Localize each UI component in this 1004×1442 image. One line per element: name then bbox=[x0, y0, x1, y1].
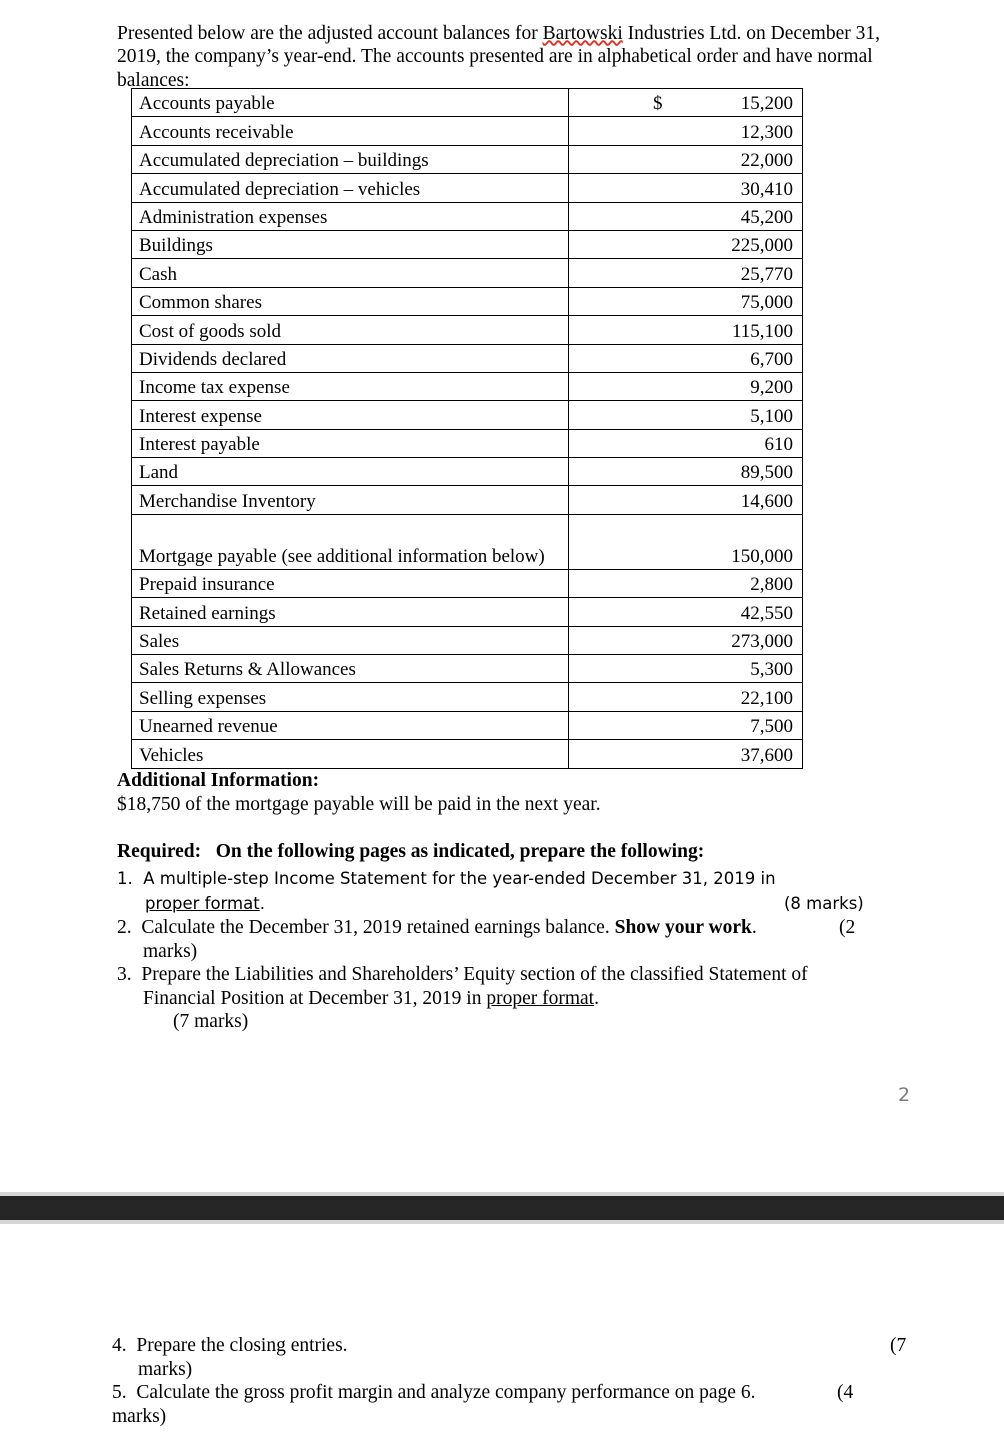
table-row bbox=[132, 626, 803, 654]
required-item-2 bbox=[117, 916, 907, 963]
amount-cell: 30,410 bbox=[569, 174, 803, 202]
account-name-cell: Unearned revenue bbox=[132, 711, 569, 739]
table-row bbox=[132, 174, 803, 202]
amount-cell: 225,000 bbox=[569, 230, 803, 258]
company-name-misspelled: Bartowski bbox=[542, 22, 623, 44]
marks-label: (2 bbox=[839, 917, 856, 938]
amount-cell: 5,100 bbox=[569, 401, 803, 429]
amount-cell: 37,600 bbox=[569, 740, 803, 768]
account-name-cell: Buildings bbox=[132, 230, 569, 258]
account-name-cell: Cost of goods sold bbox=[132, 316, 569, 344]
account-name-cell: Vehicles bbox=[132, 740, 569, 768]
item-text: Prepare the closing entries. bbox=[136, 1335, 348, 1356]
account-name-cell: Income tax expense bbox=[132, 372, 569, 400]
item-text: A multiple-step Income Statement for the year-ended December 31, 2019 in bbox=[143, 869, 776, 888]
table-row bbox=[132, 344, 803, 372]
item-number: 1. bbox=[117, 869, 133, 888]
table-row bbox=[132, 598, 803, 626]
amount-cell: 22,100 bbox=[569, 683, 803, 711]
account-name-cell: Sales bbox=[132, 626, 569, 654]
account-name-cell: Interest payable bbox=[132, 429, 569, 457]
amount-cell: 75,000 bbox=[569, 287, 803, 315]
marks-label: (7 bbox=[890, 1335, 907, 1356]
required-item-5 bbox=[112, 1381, 942, 1428]
table-row bbox=[132, 202, 803, 230]
amount-cell: 5,300 bbox=[569, 655, 803, 683]
account-name-cell: Administration expenses bbox=[132, 202, 569, 230]
currency-symbol: $ bbox=[653, 93, 663, 115]
amount-cell: 42,550 bbox=[569, 598, 803, 626]
required-item-5-line1 bbox=[112, 1381, 942, 1405]
table-row bbox=[132, 287, 803, 315]
item-number: 3. bbox=[117, 964, 132, 985]
amount-cell: 22,000 bbox=[569, 145, 803, 173]
required-item-4-line2: marks) bbox=[138, 1358, 193, 1380]
account-name-cell: Interest expense bbox=[132, 401, 569, 429]
table-row bbox=[132, 569, 803, 597]
amount-cell: 610 bbox=[569, 429, 803, 457]
additional-information-heading: Additional Information: bbox=[117, 770, 320, 791]
required-item-2-line1 bbox=[117, 916, 907, 940]
account-name-cell: Sales Returns & Allowances bbox=[132, 655, 569, 683]
account-name-cell: Accumulated depreciation – vehicles bbox=[132, 174, 569, 202]
bottom-items-list bbox=[112, 1334, 942, 1428]
amount-cell: 2,800 bbox=[569, 569, 803, 597]
line1-tail: . bbox=[751, 917, 757, 938]
item-number: 4. bbox=[112, 1335, 127, 1356]
table-row bbox=[132, 316, 803, 344]
account-name-cell: Accumulated depreciation – buildings bbox=[132, 145, 569, 173]
show-your-work-bold: Show your work bbox=[614, 917, 752, 938]
required-item-1-line2 bbox=[117, 891, 907, 916]
amount-cell: 89,500 bbox=[569, 458, 803, 486]
table-row bbox=[132, 89, 803, 117]
table-row bbox=[132, 230, 803, 258]
table-row bbox=[132, 514, 803, 569]
line2-tail: . bbox=[259, 894, 265, 913]
required-item-5-line2: marks) bbox=[112, 1405, 167, 1427]
table-row bbox=[132, 655, 803, 683]
account-balances-table bbox=[131, 88, 803, 769]
required-item-4 bbox=[112, 1334, 942, 1381]
marks-label: (8 marks) bbox=[784, 894, 864, 913]
table-row bbox=[132, 259, 803, 287]
amount-cell: 273,000 bbox=[569, 626, 803, 654]
amount-cell: 9,200 bbox=[569, 372, 803, 400]
required-item-2-line2: marks) bbox=[143, 940, 198, 962]
item-text: Calculate the December 31, 2019 retained earnings balance. bbox=[141, 917, 615, 938]
additional-information-text: $18,750 of the mortgage payable will be paid in the next year. bbox=[117, 794, 601, 815]
account-name-cell: Mortgage payable (see additional information below) bbox=[132, 514, 569, 569]
marks-label: (4 bbox=[837, 1382, 854, 1403]
table-row bbox=[132, 486, 803, 514]
required-item-3-marks: (7 marks) bbox=[173, 1011, 249, 1032]
line2-tail: . bbox=[594, 987, 599, 1009]
account-name-cell: Common shares bbox=[132, 287, 569, 315]
required-item-3 bbox=[117, 963, 907, 1034]
table-row bbox=[132, 740, 803, 768]
table-row bbox=[132, 683, 803, 711]
table-body bbox=[132, 89, 803, 769]
intro-text-before: Presented below are the adjusted account balances for bbox=[117, 22, 543, 44]
amount-cell: 25,770 bbox=[569, 259, 803, 287]
proper-format-underline: proper format bbox=[486, 987, 595, 1009]
item-number: 2. bbox=[117, 917, 132, 938]
table-row bbox=[132, 145, 803, 173]
intro-text-after: Industries Ltd. on December 31, 2019, the company’s year-end. The accounts presented are in alphabetical order and have normal balances: bbox=[117, 22, 880, 91]
amount-cell: 6,700 bbox=[569, 344, 803, 372]
table-row bbox=[132, 458, 803, 486]
page-separator-bar bbox=[0, 1192, 1004, 1224]
amount-cell: 14,600 bbox=[569, 486, 803, 514]
amount-cell: 12,300 bbox=[569, 117, 803, 145]
account-name-cell: Prepaid insurance bbox=[132, 569, 569, 597]
table-row bbox=[132, 429, 803, 457]
account-name-cell: Selling expenses bbox=[132, 683, 569, 711]
account-name-cell: Retained earnings bbox=[132, 598, 569, 626]
amount-value: 15,200 bbox=[740, 93, 793, 115]
item-text: Calculate the gross profit margin and analyze company performance on page 6. bbox=[136, 1382, 756, 1403]
item-text: Prepare the Liabilities and Shareholders’ Equity section of the classified Statement of bbox=[141, 964, 808, 985]
table-row bbox=[132, 401, 803, 429]
required-item-3-line2 bbox=[117, 987, 907, 1011]
intro-paragraph bbox=[117, 22, 892, 93]
required-item-3-line1 bbox=[117, 963, 907, 987]
table-row bbox=[132, 117, 803, 145]
required-item-4-line1 bbox=[112, 1334, 942, 1358]
amount-cell: 115,100 bbox=[569, 316, 803, 344]
account-name-cell: Cash bbox=[132, 259, 569, 287]
page-number: 2 bbox=[898, 1084, 911, 1106]
line2-text: Financial Position at December 31, 2019 in bbox=[143, 987, 487, 1009]
required-heading: Required: On the following pages as indicated, prepare the following: bbox=[117, 841, 705, 862]
table-row bbox=[132, 711, 803, 739]
amount-cell: 7,500 bbox=[569, 711, 803, 739]
required-item-1 bbox=[117, 866, 907, 916]
item-number: 5. bbox=[112, 1382, 127, 1403]
required-item-1-line1 bbox=[117, 866, 907, 891]
proper-format-underline: proper format bbox=[145, 894, 260, 913]
account-name-cell: Merchandise Inventory bbox=[132, 486, 569, 514]
amount-cell bbox=[569, 89, 803, 117]
account-name-cell: Dividends declared bbox=[132, 344, 569, 372]
account-name-cell: Land bbox=[132, 458, 569, 486]
table-row bbox=[132, 372, 803, 400]
account-name-cell: Accounts payable bbox=[132, 89, 569, 117]
amount-cell: 150,000 bbox=[569, 514, 803, 569]
amount-cell: 45,200 bbox=[569, 202, 803, 230]
account-name-cell: Accounts receivable bbox=[132, 117, 569, 145]
